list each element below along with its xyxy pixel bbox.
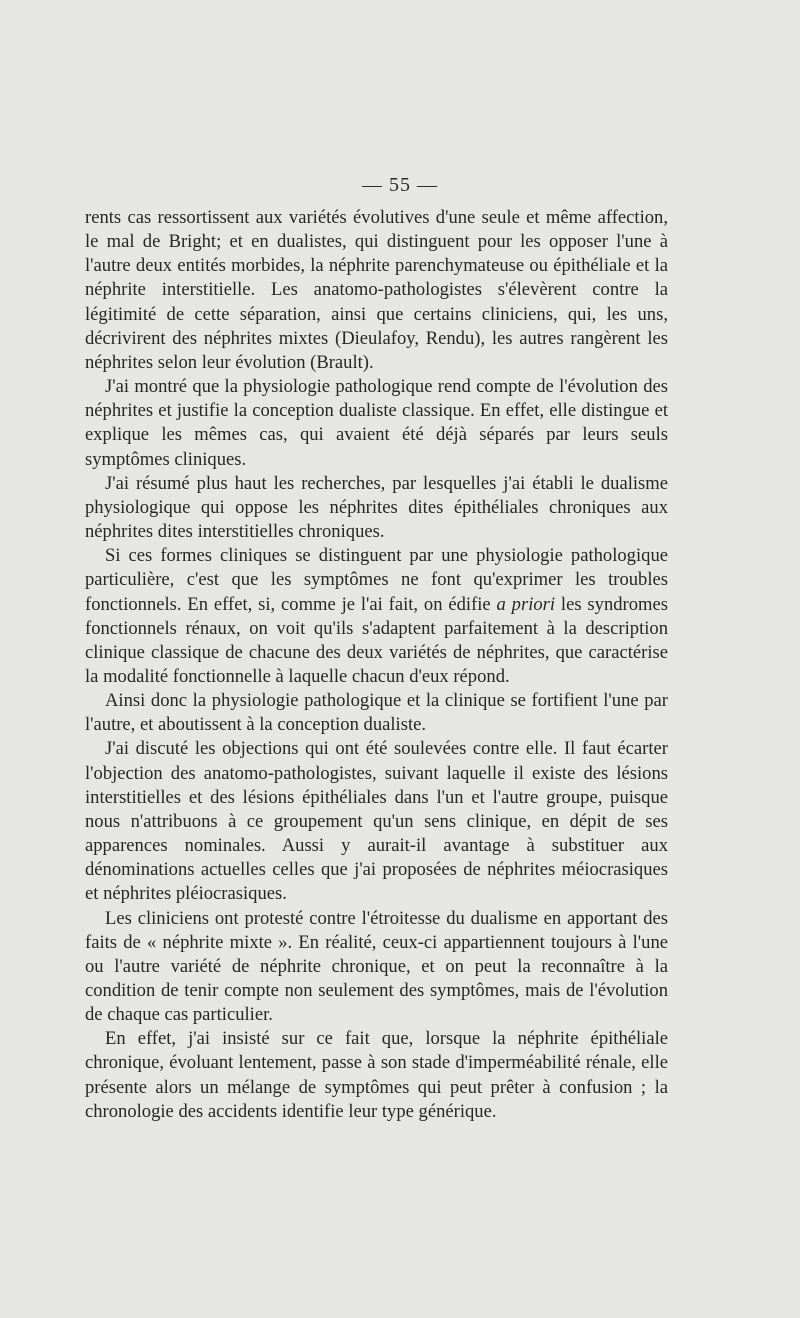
paragraph: J'ai montré que la physiologie pathologique rend compte de l'évolution des néphrites et justifie la conception dualiste classique. En effet, elle distingue et explique les mêmes cas, qui avaient été déjà séparés par leurs seuls symptômes cliniques. [85,376,668,470]
paragraph [85,544,668,689]
paragraph: Les cliniciens ont protesté contre l'étroitesse du dualisme en apportant des faits de « néphrite mixte ». En réalité, ceux-ci appartiennent toujours à l'une ou l'autre variété de néphrite chronique, et on peut la reconnaître à la condition de tenir compte non seulement des symptômes, mais de l'évolution de chaque cas particulier. [85,907,668,1026]
paragraph: Ainsi donc la physiologie pathologique et la clinique se fortifient l'une par l'autre, et aboutissent à la conception dualiste. [85,690,668,736]
italic-term: a priori [496,593,556,615]
paragraph: J'ai résumé plus haut les recherches, par lesquelles j'ai établi le dualisme physiologique qui oppose les néphrites dites épithéliales chroniques aux néphrites dites interstitielles chroniques. [85,472,668,543]
page-number: — 55 — [362,174,438,196]
paragraph-continuation: rents cas ressortissent aux variétés évolutives d'une seule et même affection, le mal de Bright; et en dualistes, qui distinguent pour les opposer l'une à l'autre deux entités morbides, la néphrite parenchymateuse ou épithéliale et la néphrite interstitielle. Les anatomo-pathologistes s'élevèrent contre la légitimité de cette séparation, ainsi que certains cliniciens, qui, les uns, décrivirent des néphrites mixtes (Dieulafoy, Rendu), les autres rangèrent les néphrites selon leur évolution (Brault). [85,207,668,373]
paragraph: J'ai discuté les objections qui ont été soulevées contre elle. Il faut écarter l'objection des anatomo-pathologistes, suivant laquelle il existe des lésions interstitielles et des lésions épithéliales dans l'un et l'autre groupe, puisque nous n'attribuons à ce groupement qu'un sens clinique, en dépit de ses apparences nominales. Aussi y aurait-il avantage à substituer aux dénominations actuelles celles que j'ai proposées de néphrites méiocrasiques et néphrites pléiocrasiques. [85,738,668,905]
paragraph-text-before: Si ces formes cliniques se distinguent par une physiologie pathologique particulière, c'est que les symptômes ne font qu'exprimer les troubles fonctionnels. En effet, si, comme je l'ai fait, on édifie [85,545,668,615]
paragraph: En effet, j'ai insisté sur ce fait que, lorsque la néphrite épithéliale chronique, évoluant lentement, passe à son stade d'imperméabilité rénale, elle présente alors un mélange de symptômes qui peut prêter à confusion ; la chronologie des accidents identifie leur type générique. [85,1028,668,1122]
paragraph-text-after: les syndromes fonctionnels rénaux, on voit qu'ils s'adaptent parfaitement à la description clinique classique de chacune des deux variétés de néphrites, que caractérise la modalité fonctionnelle à laquelle chacun d'eux répond. [85,593,668,687]
body-text [85,206,668,1124]
